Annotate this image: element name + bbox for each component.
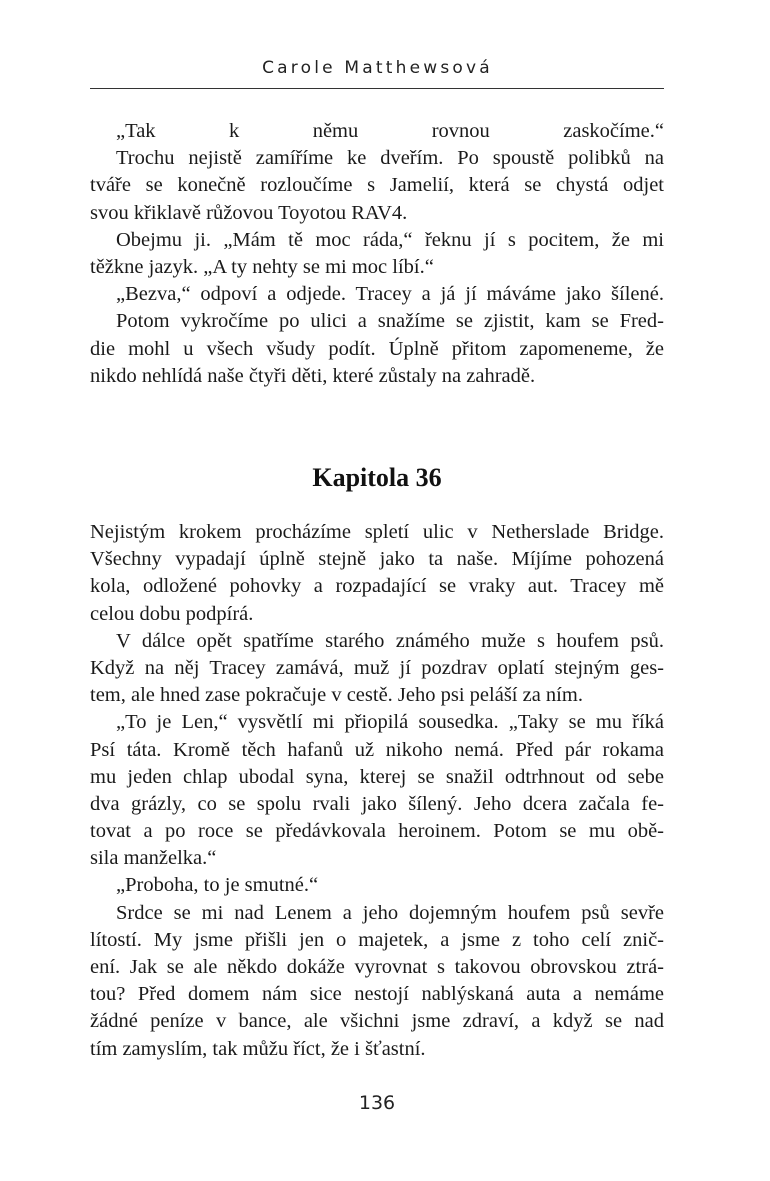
text-line: lítostí. My jsme přišli jen o majetek, a jsme z toho celí znič-	[90, 928, 664, 951]
text-line: „Tak k němu rovnou zaskočíme.“	[116, 120, 664, 142]
text-line: Když na něj Tracey zamává, muž jí pozdrav oplatí stejným ges-	[90, 656, 664, 679]
header-divider	[90, 88, 664, 89]
text-line: těžkne jazyk. „A ty nehty se mi moc líbí.“	[90, 255, 434, 278]
text-line: tou? Před domem nám sice nestojí nablýskaná auta a nemáme	[90, 983, 664, 1006]
text-line: tím zamyslím, tak můžu říct, že i šťastní.	[90, 1037, 426, 1060]
running-header: Carole Matthewsová	[262, 58, 493, 78]
text-line: die mohl u všech všudy podít. Úplně přitom zapomeneme, že	[90, 337, 664, 360]
text-line: Psí táta. Kromě těch hafanů už nikoho nemá. Před pár rokama	[90, 738, 664, 761]
text-line: „Proboha, to je smutné.“	[116, 874, 319, 897]
text-line: svou křiklavě růžovou Toyotou RAV4.	[90, 201, 408, 224]
text-line: kola, odložené pohovky a rozpadající se vraky aut. Tracey mě	[90, 575, 664, 598]
text-block-chapter-body	[90, 519, 664, 1063]
text-line: dva grázly, co se spolu rvali jako šílený. Jeho dcera začala fe-	[90, 792, 664, 815]
text-line: tem, ale hned zase pokračuje v cestě. Jeho psi peláší za ním.	[90, 684, 583, 707]
text-line: Trochu nejistě zamíříme ke dveřím. Po spoustě polibků na	[116, 147, 664, 170]
text-line: ení. Jak se ale někdo dokáže vyrovnat s takovou obrovskou ztrá-	[90, 956, 664, 978]
page-number: 136	[358, 1092, 396, 1114]
text-line: mu jeden chlap ubodal syna, kterej se snažil odtrhnout od sebe	[90, 765, 664, 788]
text-line: celou dobu podpírá.	[90, 602, 254, 625]
text-line: Obejmu ji. „Mám tě moc ráda,“ řeknu jí s pocitem, že mi	[116, 228, 664, 251]
text-line: V dálce opět spatříme starého známého muže s houfem psů.	[116, 629, 664, 652]
text-line: tovat a po roce se předávkovala heroinem. Potom se mu obě-	[90, 820, 664, 843]
text-block-before-chapter	[90, 118, 664, 390]
text-line: Nejistým krokem procházíme spletí ulic v Netherslade Bridge.	[90, 521, 664, 543]
chapter-title: Kapitola 36	[312, 463, 442, 492]
text-line: nikdo nehlídá naše čtyři děti, které zůstaly na zahradě.	[90, 364, 536, 387]
text-line: „To je Len,“ vysvětlí mi přiopilá sousedka. „Taky se mu říká	[116, 711, 664, 734]
text-line: „Bezva,“ odpoví a odjede. Tracey a já jí máváme jako šílené.	[116, 283, 664, 306]
text-line: Srdce se mi nad Lenem a jeho dojemným houfem psů sevře	[116, 901, 664, 924]
text-line: sila manželka.“	[90, 847, 217, 870]
text-line: Potom vykročíme po ulici a snažíme se zjistit, kam se Fred-	[116, 310, 664, 333]
text-line: tváře se konečně rozloučíme s Jamelií, která se chystá odjet	[90, 174, 664, 197]
text-line: Všechny vypadají úplně stejně jako ta naše. Míjíme pohozená	[90, 548, 664, 571]
text-line: žádné peníze v bance, ale všichni jsme zdraví, a když se nad	[90, 1010, 664, 1033]
